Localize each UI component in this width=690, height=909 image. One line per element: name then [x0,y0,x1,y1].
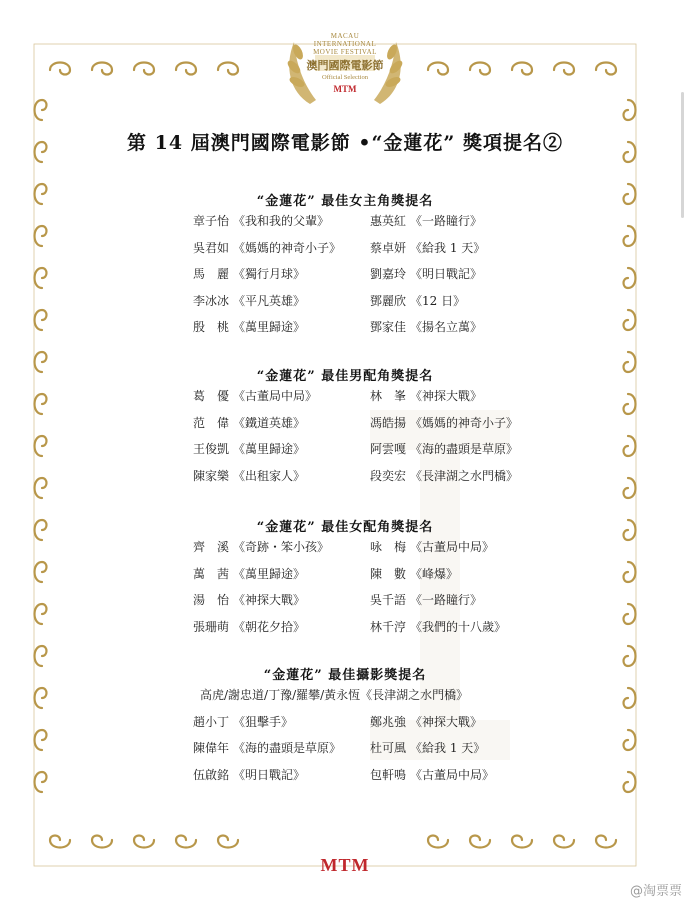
nominee-left [193,538,329,555]
nominee-row [0,766,690,793]
nominee-name: 王俊凱 [193,442,230,456]
section-best-actress [0,190,690,345]
ornament-scroll [134,63,154,75]
film-title: 《萬里歸途》 [233,320,306,334]
section-title: “金蓮花” 最佳攝影獎提名 [263,668,427,683]
ornament-scroll [624,646,636,666]
nominee-right [370,538,494,555]
ornament-scroll [218,63,238,75]
nominee-name: 馮皓揚 [370,415,407,430]
emblem-english-text: MACAU INTERNATIONAL MOVIE FESTIVAL [313,32,377,56]
section-title: “金蓮花” 最佳女主角獎提名 [256,194,434,209]
nominee-right [370,239,485,256]
ornament-scroll [92,63,112,75]
nominee-left [193,467,305,484]
nominee-row [0,440,690,467]
nominee-row-full [0,686,690,713]
ornament-scroll [35,100,47,120]
section-best-supporting-actor [0,365,690,493]
nominee-name: 包軒鳴 [370,767,407,782]
ornament-scroll [554,836,574,848]
film-title: 《給我 1 天》 [410,240,486,255]
nominee-right [370,739,485,756]
nominee-name: 陳家樂 [193,468,230,483]
ornament-scroll [512,836,532,848]
nominee-name: 齊 溪 [193,540,230,554]
section-title: “金蓮花” 最佳男配角獎提名 [256,369,434,384]
nominee-row [0,739,690,766]
film-title: 《揚名立萬》 [410,320,483,334]
nominee-row [0,265,690,292]
film-title: 《神探大戰》 [410,714,483,729]
nominee-right [370,440,518,457]
film-title: 《獨行月球》 [233,267,306,281]
film-title: 《古董局中局》 [233,389,318,403]
section-best-supporting-actress [0,516,690,644]
nominee-row [0,713,690,740]
watermark-credit: @淘票票 [629,884,682,899]
film-title: 《萬里歸途》 [233,566,306,581]
nominee-left [193,414,305,431]
nominee-left [193,440,305,457]
nominee-right [370,766,494,783]
film-title: 《古董局中局》 [410,540,495,554]
nominee-name: 杜可風 [370,741,407,755]
nominee-name: 陳 數 [370,566,407,581]
nominee-name: 李冰冰 [193,293,230,308]
nominee-name: 陳偉年 [193,741,230,755]
ornament-scroll [176,836,196,848]
ornament-scroll [596,836,616,848]
film-title: 《神探大戰》 [410,389,483,403]
nominee-name: 惠英紅 [370,214,407,228]
film-title: 《給我 1 天》 [410,741,486,755]
emblem-official-selection: Official Selection [322,74,368,81]
nominee-row [0,591,690,618]
ornament-scroll [218,836,238,848]
film-title: 《出租家人》 [233,468,306,483]
nominee-left [193,618,305,635]
ornament-scroll [92,836,112,848]
ornament-scroll [428,63,448,75]
nominee-right [370,265,482,282]
nominee-left [193,212,329,229]
ornament-scroll [596,63,616,75]
film-title: 《我和我的父輩》 [233,214,330,228]
nominee-left [193,239,341,256]
footer-mtm-logo: MTM [320,855,370,875]
film-title: 《萬里歸途》 [233,442,306,456]
nominee-name: 阿雲嘎 [370,442,407,456]
nominee-name: 段奕宏 [370,468,407,483]
nominee-right [370,318,482,335]
nominee-row [0,318,690,345]
film-title: 《海的盡頭是草原》 [233,741,342,755]
nominee-name: 湯 怡 [193,593,230,607]
ornament-scroll [554,63,574,75]
nominee-right [370,618,506,635]
nominee-row [0,239,690,266]
nominee-right [370,713,482,730]
emblem-mtm: MTM [333,84,357,94]
nominee-left [193,565,305,582]
ornament-scroll [134,836,154,848]
film-title: 《一路瞳行》 [410,214,483,228]
nominee-row [0,414,690,441]
ornament-scroll [50,63,70,75]
film-title: 《朝花夕拾》 [233,619,306,634]
nominee-name: 吳千語 [370,593,407,607]
nominee-name: 鄧家佳 [370,320,407,334]
nominee-left [193,713,293,730]
film-title: 《媽媽的神奇小子》 [410,415,519,430]
nominee-name: 殷 桃 [193,320,230,334]
nominee-right [370,387,482,404]
nominee-name: 伍啟銘 [193,767,230,782]
festival-emblem [270,22,420,110]
nominee-name: 咏 梅 [370,540,407,554]
nominee-left [193,766,305,783]
nominee-name: 章子怡 [193,214,230,228]
nominee-name: 吳君如 [193,240,230,255]
nominee-left [193,739,341,756]
film-title: 《媽媽的神奇小子》 [233,240,342,255]
page-title: 第 14 屆澳門國際電影節 •“金蓮花” 獎項提名② [127,132,563,154]
ornament-scroll [624,100,636,120]
scrollbar[interactable] [681,92,684,218]
nominee-right [370,591,482,608]
section-title: “金蓮花” 最佳女配角獎提名 [256,520,434,535]
emblem-chinese-name: 澳門國際電影節 [306,60,384,72]
ornament-scroll [50,836,70,848]
nominee-name: 萬 茜 [193,566,230,581]
ornament-scroll [470,836,490,848]
film-title: 《平凡英雄》 [233,293,306,308]
section-best-cinematography [0,664,690,792]
nominee-name: 葛 優 [193,389,230,403]
nominee-name: 鄧麗欣 [370,293,407,308]
film-title: 《我們的十八歲》 [410,619,507,634]
nominee-name: 趙小丁 [193,714,230,729]
nominee-name: 林千涥 [370,619,407,634]
nominee-row [0,467,690,494]
nominee-name: 范 偉 [193,415,230,430]
film-title: 《海的盡頭是草原》 [410,442,519,456]
film-title: 《長津湖之水門橋》 [410,468,519,483]
nominee-name: 鄭兆強 [370,714,407,729]
nominee-left [193,292,305,309]
nominee-name: 蔡卓妍 [370,240,407,255]
nominee-right [370,565,458,582]
film-title: 《12 日》 [410,293,466,308]
nominee-row [0,387,690,414]
ornament-scroll [176,63,196,75]
nominee-row [0,292,690,319]
nominee-name: 劉嘉玲 [370,267,407,281]
ornament-scroll [428,836,448,848]
nominee-left [193,318,305,335]
nominee-name: 馬 麗 [193,267,230,281]
nominee-right [370,292,465,309]
nominee-row [0,538,690,565]
ornament-scroll [470,63,490,75]
nominee-full-line: 高虎/謝忠道/丁豫/羅攀/黃永恆《長津湖之水門橋》 [200,688,469,702]
nominee-left [193,387,317,404]
nominee-row [0,565,690,592]
film-title: 《一路瞳行》 [410,593,483,607]
film-title: 《狙擊手》 [233,714,294,729]
film-title: 《峰爆》 [410,566,459,581]
nominee-right [370,467,518,484]
nominee-right [370,212,482,229]
nominee-right [370,414,518,431]
film-title: 《鐵道英雄》 [233,415,306,430]
nominee-name: 張珊萌 [193,619,230,634]
film-title: 《明日戰記》 [233,767,306,782]
film-title: 《奇跡・笨小孩》 [233,540,330,554]
film-title: 《古董局中局》 [410,767,495,782]
ornament-scroll [35,646,47,666]
nominee-row [0,618,690,645]
nominee-name: 林 峯 [370,389,407,403]
nominee-row [0,212,690,239]
ornament-scroll [512,63,532,75]
nominee-left [193,591,305,608]
film-title: 《明日戰記》 [410,267,483,281]
film-title: 《神探大戰》 [233,593,306,607]
nominee-left [193,265,305,282]
